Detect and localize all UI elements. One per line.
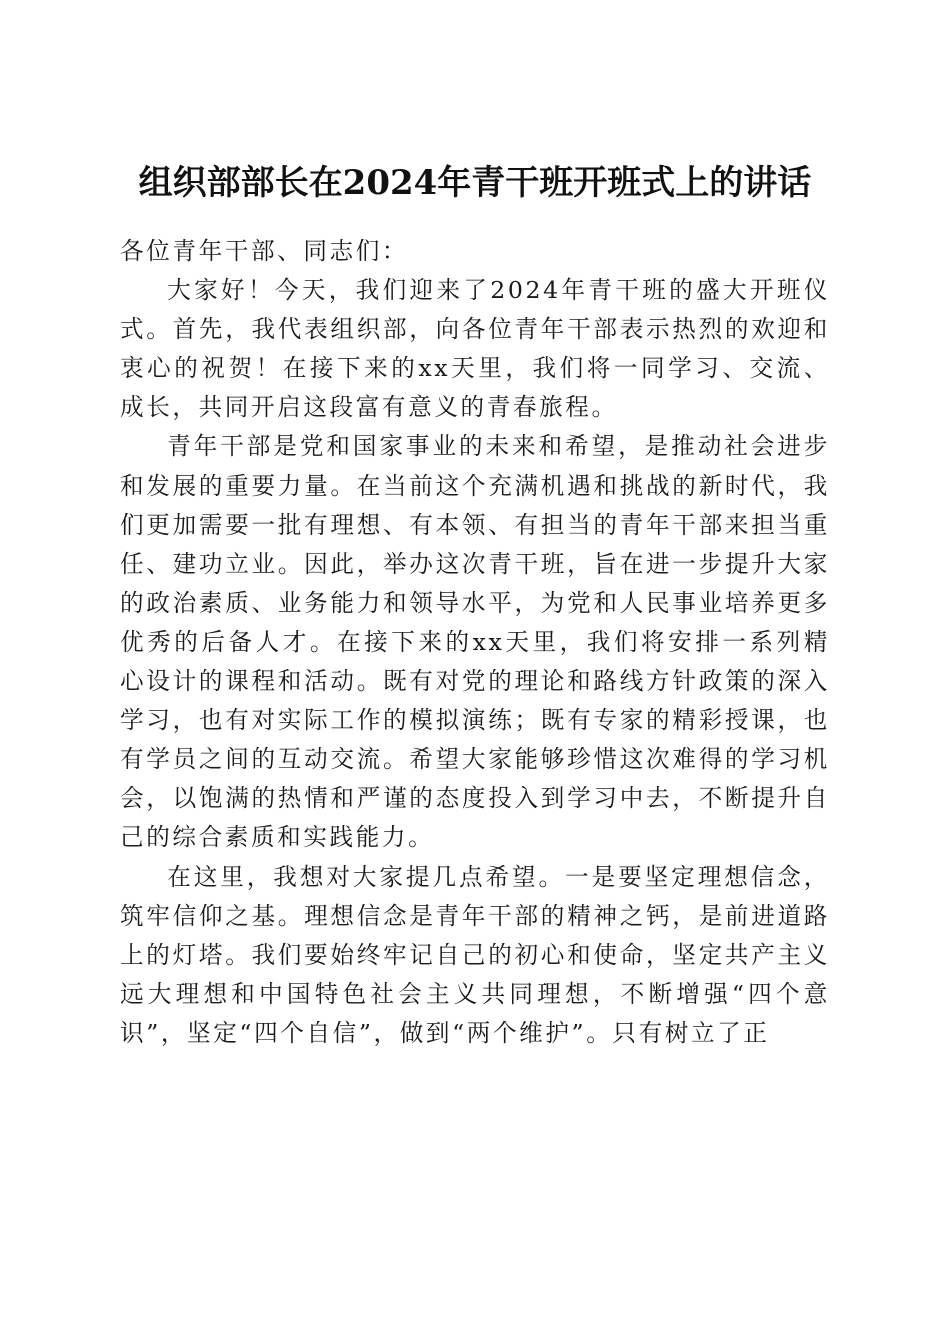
document-title: 组织部部长在2024年青干班开班式上的讲话 (138, 162, 812, 203)
paragraph-1: 大家好！今天，我们迎来了2024年青干班的盛大开班仪式。首先，我代表组织部，向各位青年干部表示热烈的欢迎和衷心的祝贺！在接下来的xx天里，我们将一同学习、交流、成长，共同开启这段富有意义的青春旅程。 (120, 276, 830, 422)
document-body (120, 232, 830, 1053)
paragraph-3: 在这里，我想对大家提几点希望。一是要坚定理想信念，筑牢信仰之基。理想信念是青年干部的精神之钙，是前进道路上的灯塔。我们要始终牢记自己的初心和使命，坚定共产主义远大理想和中国特色社会主义共同理想，不断增强“四个意识”，坚定“四个自信”，做到“两个维护”。只有树立了正 (120, 862, 830, 1047)
salutation: 各位青年干部、同志们： (120, 237, 409, 265)
paragraph-2: 青年干部是党和国家事业的未来和希望，是推动社会进步和发展的重要力量。在当前这个充满机遇和挑战的新时代，我们更加需要一批有理想、有本领、有担当的青年干部来担当重任、建功立业。因此，举办这次青干班，旨在进一步提升大家的政治素质、业务能力和领导水平，为党和人民事业培养更多优秀的后备人才。在接下来的xx天里，我们将安排一系列精心设计的课程和活动。既有对党的理论和路线方针政策的深入学习，也有对实际工作的模拟演练；既有专家的精彩授课，也有学员之间的互动交流。希望大家能够珍惜这次难得的学习机会，以饱满的热情和严谨的态度投入到学习中去，不断提升自己的综合素质和实践能力。 (120, 432, 830, 852)
